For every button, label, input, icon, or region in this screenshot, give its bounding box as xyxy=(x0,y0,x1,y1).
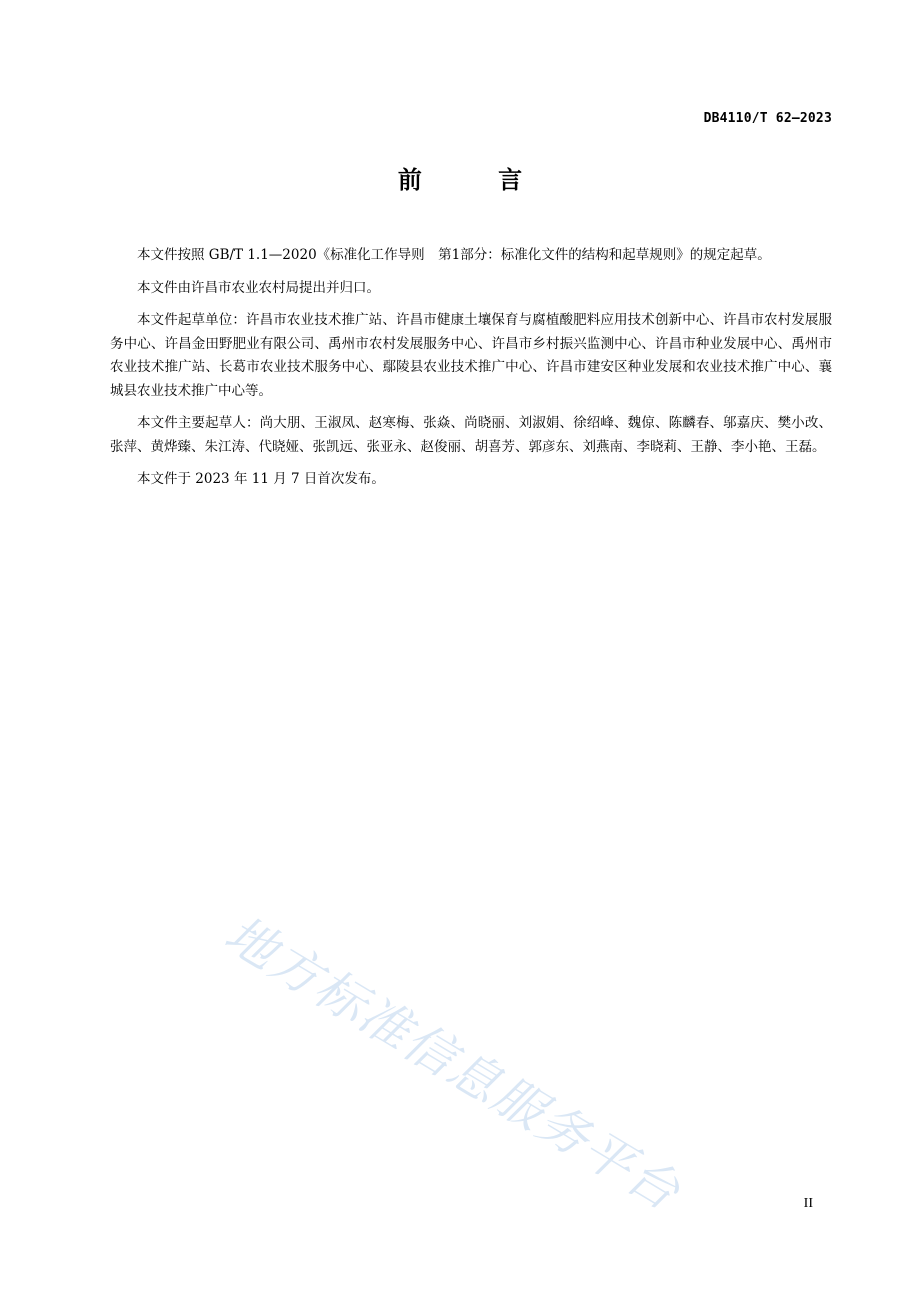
paragraph-drafting-basis: 本文件按照 GB/T 1.1—2020《标准化工作导则 第1部分：标准化文件的结构和起草规则》的规定起草。 xyxy=(137,247,771,263)
document-code: DB4110/T 62—2023 xyxy=(703,111,832,126)
watermark-text: 地方标准信息服务平台 xyxy=(215,904,691,1223)
paragraph-drafting-units: 本文件起草单位：许昌市农业技术推广站、许昌市健康土壤保育与腐植酸肥料应用技术创新中心、许昌市农村发展服务中心、许昌金田野肥业有限公司、禹州市农村发展服务中心、许昌市乡村振兴监测中心、许昌市种业发展中心、禹州市农业技术推广站、长葛市农业技术服务中心、鄢陵县农业技术推广中心、许昌市建安区种业发展和农业技术推广中心、襄城县农业技术推广中心等。 xyxy=(110,312,832,399)
foreword-body xyxy=(110,244,832,501)
page-title: 前 言 xyxy=(397,166,557,194)
page-number: II xyxy=(803,1196,813,1211)
paragraph-proposer: 本文件由许昌市农业农村局提出并归口。 xyxy=(137,279,380,296)
paragraph-drafters: 本文件主要起草人：尚大朋、王淑凤、赵寒梅、张焱、尚晓丽、刘淑娟、徐绍峰、魏倞、陈麟春、邬嘉庆、樊小改、张萍、黄烨臻、朱江涛、代晓娅、张凯远、张亚永、赵俊丽、胡喜芳、郭彦东、刘燕南、李晓莉、王静、李小艳、王磊。 xyxy=(110,415,832,455)
paragraph-publication-date: 本文件于 2023 年 11 月 7 日首次发布。 xyxy=(137,471,385,487)
